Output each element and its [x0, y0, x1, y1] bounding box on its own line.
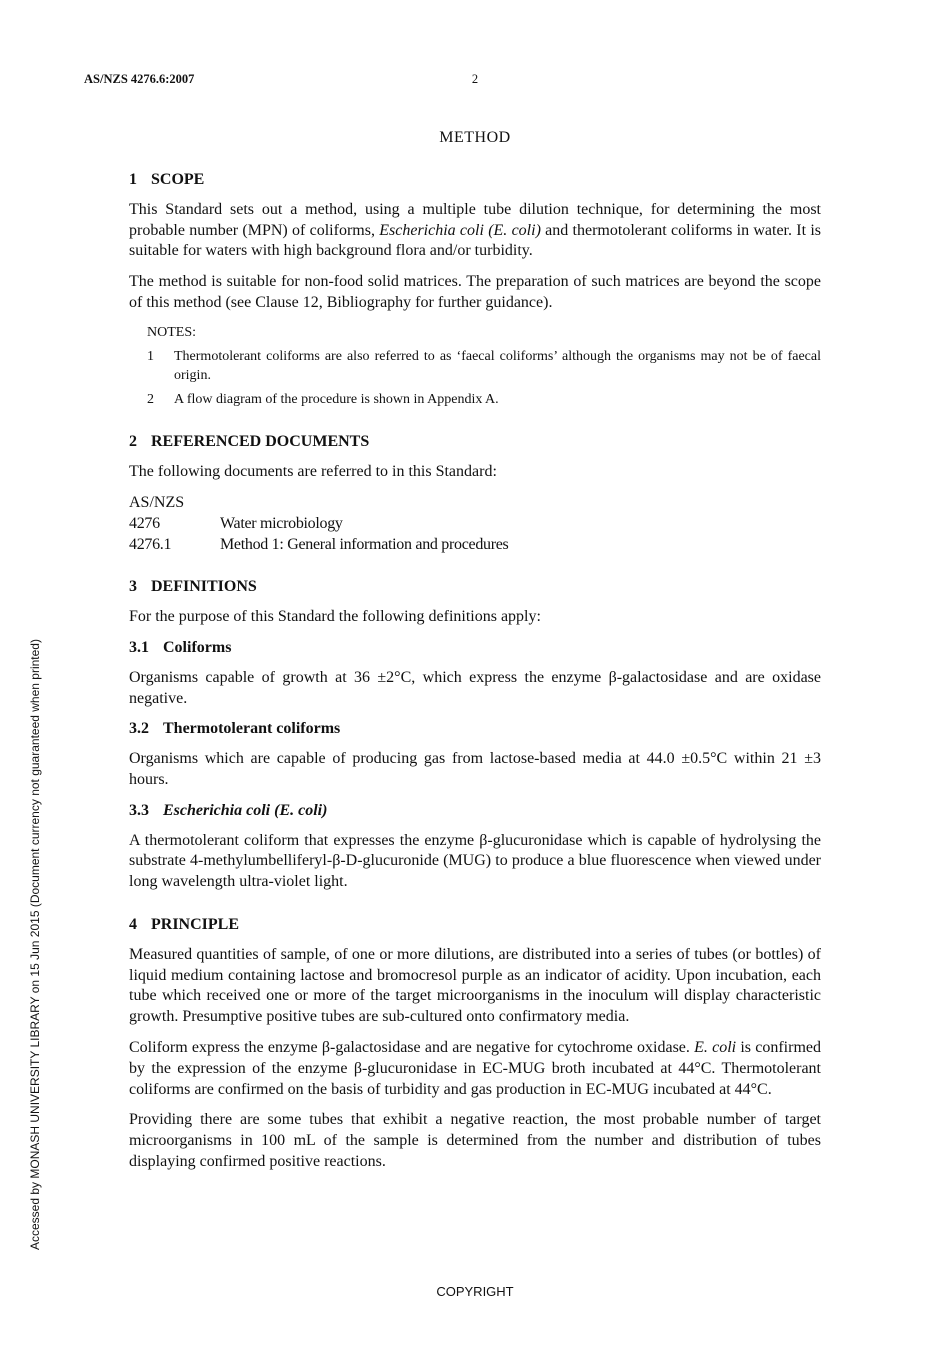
- page-number: 2: [471, 72, 479, 86]
- scope-paragraph-1: This Standard sets out a method, using a multiple tube dilution technique, for determining the most probable number (MPN) of coliforms, Escherichia coli (E. coli) and thermotolerant coliforms in water. It is suitable for waters with high background flora and/or turbidity.: [129, 200, 821, 260]
- subsection-heading: 3.3 Escherichia coli (E. coli): [129, 801, 328, 819]
- referenced-intro: The following documents are referred to in this Standard:: [129, 462, 497, 480]
- definition-text: Organisms capable of growth at 36 ±2°C, which express the enzyme β-galactosidase and are oxidase negative.: [129, 668, 821, 707]
- principle-paragraph-3: Providing there are some tubes that exhibit a negative reaction, the most probable number of target microorganisms in 100 mL of the sample is determined from the number and distribution of tubes displaying confirmed positive reactions.: [129, 1111, 821, 1170]
- notes-label: NOTES:: [147, 324, 196, 340]
- definition-text: Organisms which are capable of producing gas from lactose-based media at 44.0 ±0.5°C within 21 ±3 hours.: [129, 750, 821, 788]
- section-heading: 2 REFERENCED DOCUMENTS: [129, 432, 370, 450]
- document-code: AS/NZS 4276.6:2007: [84, 72, 195, 86]
- access-watermark: Accessed by MONASH UNIVERSITY LIBRARY on 15 Jun 2015 (Document currency not guaranteed when printed): [28, 639, 42, 1250]
- subsection-heading: 3.1 Coliforms: [129, 638, 232, 656]
- section-definitions: [129, 577, 821, 915]
- page-title: METHOD: [439, 129, 511, 146]
- definitions-intro: For the purpose of this Standard the following definitions apply:: [129, 608, 541, 626]
- ref-org: AS/NZS: [129, 494, 185, 512]
- document-body: [129, 170, 821, 1183]
- note-item: 1 Thermotolerant coliforms are also referred to as ‘faecal coliforms’ although the organisms may not be of faecal origin.: [147, 349, 821, 383]
- section-heading: 4 PRINCIPLE: [129, 915, 240, 933]
- referenced-documents-list: [129, 492, 821, 555]
- definition-text: A thermotolerant coliform that expresses the enzyme β-glucuronidase which is capable of hydrolysing the substrate 4-methylumbelliferyl-β-D-glucuronide (MUG) to produce a blue fluorescence when viewed under long wavelength ultra-violet light.: [129, 831, 821, 891]
- principle-paragraph-1: Measured quantities of sample, of one or more dilutions, are distributed into a series of tubes (or bottles) of liquid medium containing lactose and bromocresol purple as an indicator of acidity. Upon incubation, each tube which received one or more of the target microorganisms in the inoculum will display characteristic growth. Presumptive positive tubes are sub-cultured onto confirmatory media.: [129, 945, 821, 1026]
- section-principle: [129, 915, 821, 1173]
- notes: [147, 324, 821, 410]
- subsection-heading: 3.2 Thermotolerant coliforms: [129, 720, 341, 738]
- ref-row: 4276.1 Method 1: General information and procedures: [129, 536, 509, 554]
- principle-paragraph-2: Coliform express the enzyme β-galactosidase and are negative for cytochrome oxidase. E. coli is confirmed by the expression of the enzyme β-glucuronidase in EC-MUG broth incubated at 44°C. Thermotolerant coliforms are confirmed on the basis of turbidity and gas production in EC-MUG incubated at 44°C.: [129, 1038, 822, 1098]
- section-scope: [129, 170, 821, 410]
- copyright-footer: COPYRIGHT: [436, 1284, 514, 1299]
- section-heading: 1 SCOPE: [129, 171, 205, 188]
- scope-paragraph-2: The method is suitable for non-food solid matrices. The preparation of such matrices are beyond the scope of this method (see Clause 12, Bibliography for further guidance).: [129, 273, 821, 311]
- section-referenced-documents: [129, 432, 821, 556]
- ref-row: 4276 Water microbiology: [129, 515, 343, 533]
- section-heading: 3 DEFINITIONS: [129, 578, 257, 596]
- note-item: 2 A flow diagram of the procedure is shown in Appendix A.: [147, 392, 499, 408]
